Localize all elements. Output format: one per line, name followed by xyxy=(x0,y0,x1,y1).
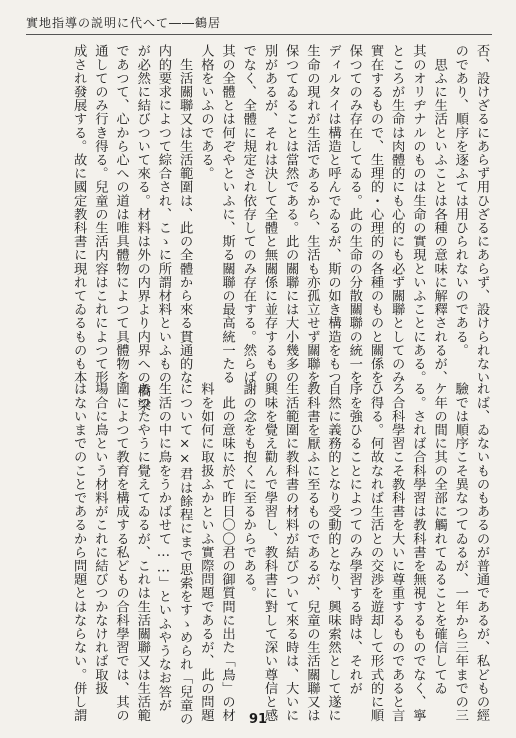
text-column: 保つてゐることは當然である。此の關聯には大小幾多の xyxy=(283,44,299,384)
page-number: 91 xyxy=(248,712,268,727)
text-column: れば、ゐないものもあるのが普通であるが、私どもの經 xyxy=(474,382,489,722)
text-column: 思ふに生活といふことは各種の意味に解釋されるが、 xyxy=(431,44,447,384)
text-column: でなく、全體に規定され依存してのみ存在する。然らば xyxy=(240,44,256,384)
text-column: 興味を覺え勸んで學習し、教科書に對して深い尊信と感 xyxy=(261,382,277,722)
text-block-top xyxy=(68,44,492,412)
text-column: 生活範圍に教科書の材料が結びついて來る時は、大いに xyxy=(283,382,299,722)
text-column: が必然に結びついて來る。材料は外の内界より内界への橋梁 xyxy=(134,44,150,412)
text-column: ろ合科學習こそ教科書を大いに尊重するものであると言 xyxy=(389,382,405,722)
text-column: のであり、順序を逐ふては用ひられないのである。 xyxy=(452,44,468,357)
text-column: る。されば合科學習は教科書を無視するものでなく、寧 xyxy=(410,382,426,722)
header-rule xyxy=(26,34,492,35)
text-column: 人格をいふのである。 xyxy=(198,44,214,180)
text-column: ところが生命は肉體的にも心的にも必ず關聯としてのみ xyxy=(389,44,405,384)
text-column: 否、設けざるにあらず用ひざるにあらず、設けられない xyxy=(474,44,489,384)
text-column: 驗では順序こそ異なつてゐるが、一年から三年までの三 xyxy=(452,382,468,722)
text-column: 自然に義務的となり受動的となり、興味索然として遂に xyxy=(325,382,341,722)
text-column: 圍によつて教育を構成する私どもの合科學習では、其の xyxy=(113,382,129,722)
text-column: 料を如何に取扱ふかといふ實際問題であるが、此の問題 xyxy=(198,382,214,722)
text-column: はないまでのことであるから問題とはならない。併し謂 xyxy=(71,382,87,722)
text-column: であつて、心から心への道は唯具體物によつて具體物を xyxy=(113,44,129,384)
text-column: 實在するもので、生理的・心理的の各種のものと關係を xyxy=(367,44,383,384)
text-column: 其の全體とは何ぞやといふに、斯る關聯の最高統一たる xyxy=(219,44,235,384)
text-column: 別があるが、それは決して全體と無關係に並存するもの xyxy=(261,44,277,384)
text-column: 生命の現れが生活であるから、生活も亦孤立せず關聯を xyxy=(304,44,320,384)
text-column: あつたやうに覺えてゐるが、これは生活關聯又は生活範 xyxy=(134,382,150,722)
text-column: 内的要求によつて綜合され、こゝに所謂材料といふもの xyxy=(155,44,171,384)
running-header: 實地指導の説明に代へて――鶴居 xyxy=(26,16,222,30)
text-column: について××君は餘程にまで思索をすゝめられ「兒童の xyxy=(177,382,193,726)
text-column: 此の意味に於て昨日〇〇君の御質問に出た「鳥」の材 xyxy=(219,382,235,722)
text-column: ディルタイは構造と呼んでゐるが、斯の如き構造をもつ xyxy=(325,44,341,384)
text-column: 通してのみ行き得る。兒童の生活内容はこれによつて形 xyxy=(92,44,108,384)
text-column: ひ得る。何故なれば生活との交渉を遊却して形式的に順 xyxy=(367,382,383,722)
text-column: 其のオリヂナルのものは生命の實現といふことにある。 xyxy=(410,44,426,384)
text-column: 保つてのみ存在してゐる。此の生命の分散關聯の統一を xyxy=(346,44,362,384)
text-column: ケ年の間に其の全部に觸れてゐることを確信してゐ xyxy=(431,382,447,695)
text-column: 成され發展する。故に國定教科書に現れてゐるものも本 xyxy=(71,44,87,384)
text-column: 生活關聯又は生活範圍は、此の全體から來る貫通的な xyxy=(177,44,193,384)
text-column: 謝の念をも抱くに至るからである。 xyxy=(240,382,256,600)
text-column: 教科書を厭ふに至るものであるが、兒童の生活關聯又は xyxy=(304,382,320,722)
text-column: 場合に鳥という材料がこれに結びつかなければ取扱 xyxy=(92,382,108,695)
text-column: 序を強ひることによつてのみ學習する時は、それが xyxy=(346,382,362,695)
text-column: 生活の中に鳥をうかばせて……」といふやうなお答が xyxy=(155,382,171,712)
